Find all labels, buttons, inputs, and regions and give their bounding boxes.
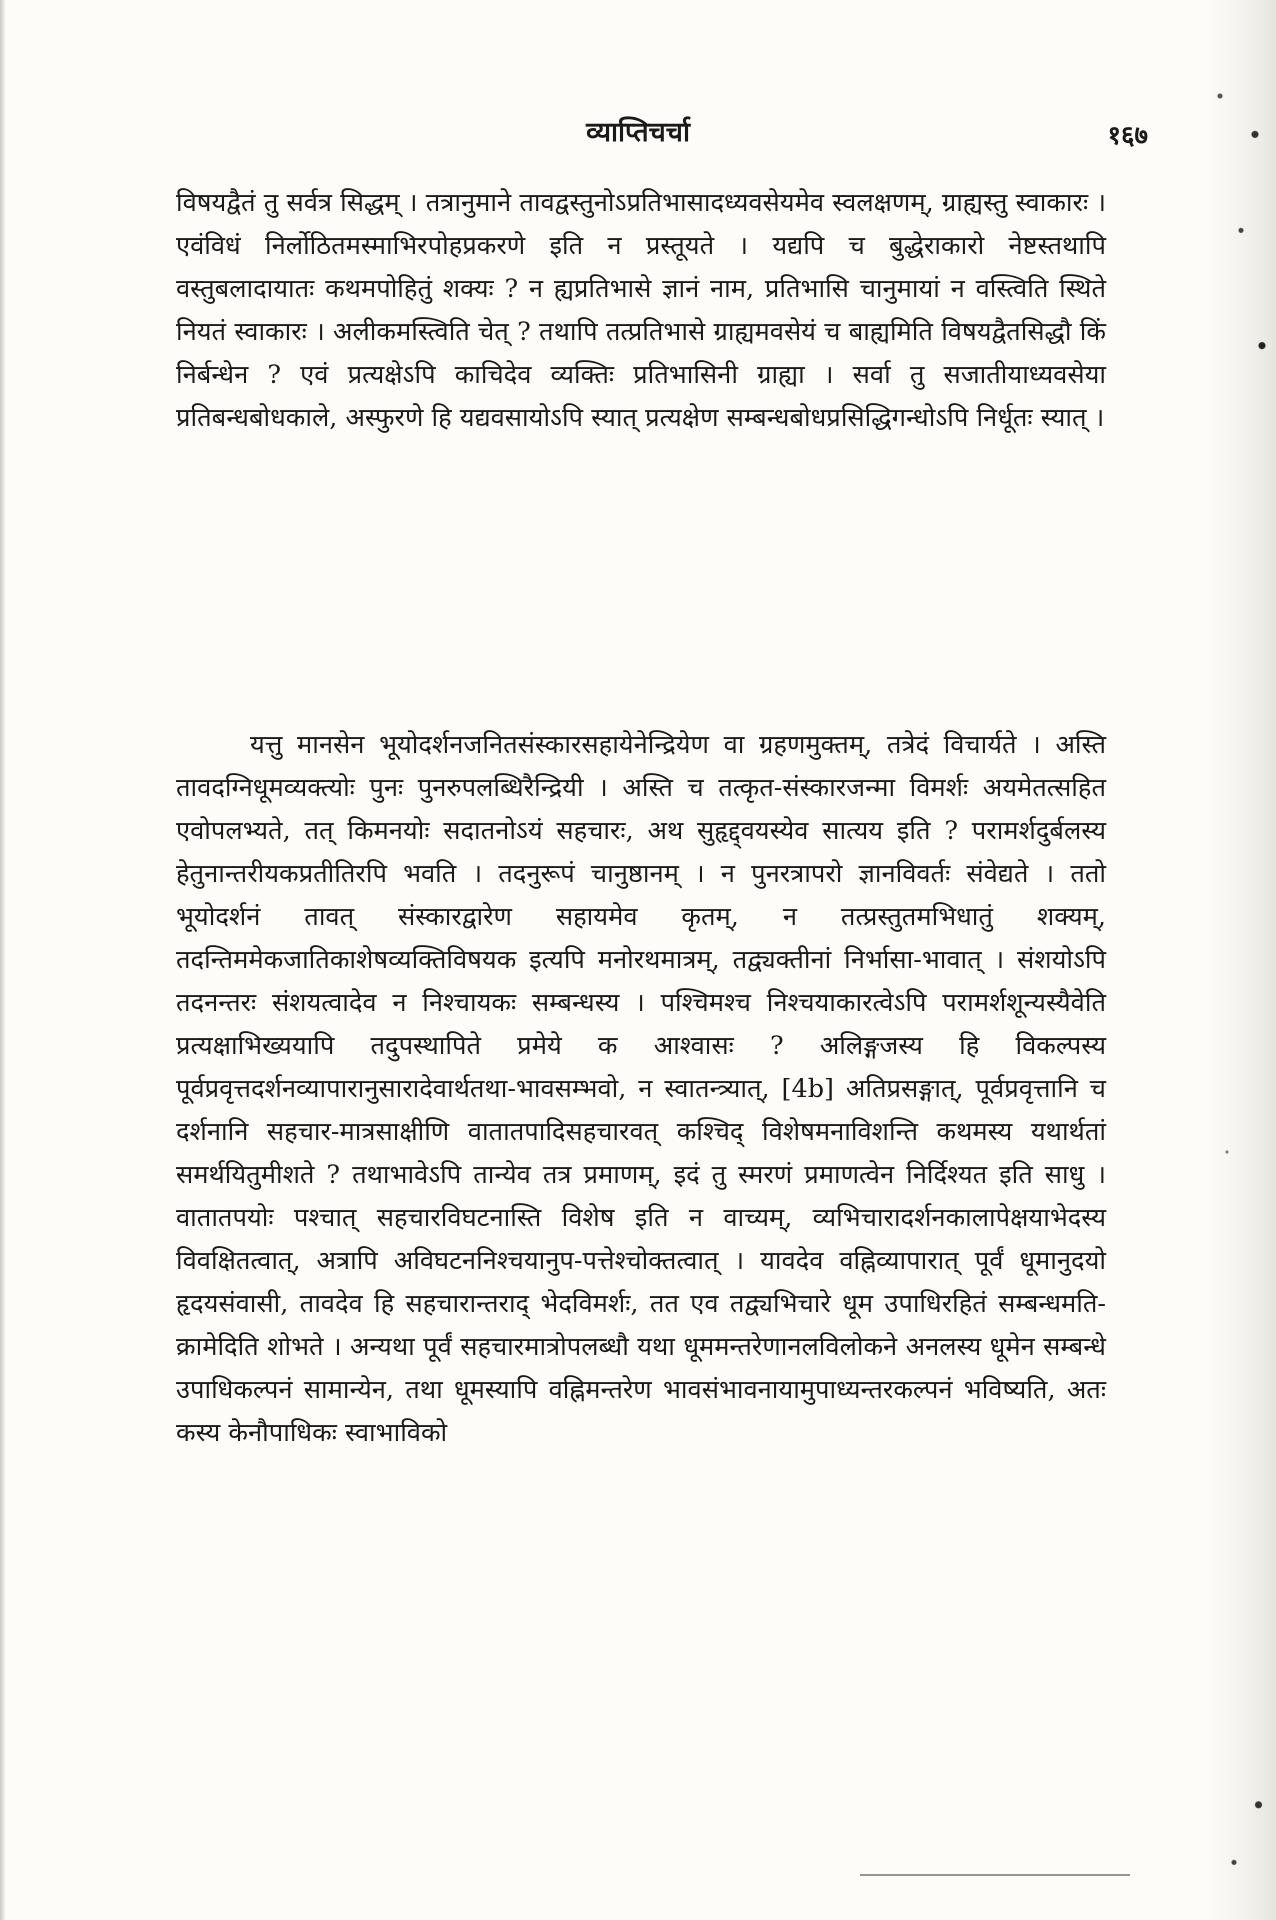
page-number: १६७ (1107, 121, 1148, 151)
running-head: व्याप्तिचर्चा (586, 117, 690, 148)
scan-edge-left (0, 0, 6, 1920)
scan-edge-right (1206, 0, 1276, 1920)
paragraph-1: विषयद्वैतं तु सर्वत्र सिद्धम् । तत्रानुमाने तावद्वस्तुनोऽप्रतिभासादध्यवसेयमेव स्वलक्षणम्, ग्राह्यस्तु स्वाकारः । एवंविधं निर्लोठितमस्माभिरपोहप्रकरणे इति न प्रस्तूयते । यद्यपि च बुद्धेराकारो नेष्टस्तथापि वस्तुबलादायातः कथमपोहितुं शक्यः ? न ह्यप्रतिभासे ज्ञानं नाम, प्रतिभासि चानुमायां न वस्त्विति स्थिते नियतं स्वाकारः । अलीकमस्त्विति चेत् ? तथापि तत्प्रतिभासे ग्राह्यमवसेयं च बाह्यमिति विषयद्वैतसिद्धौ किं निर्बन्धेन ? एवं प्रत्यक्षेऽपि काचिदेव व्यक्तिः प्रतिभासिनी ग्राह्या । सर्वा तु सजातीयाध्यवसेया प्रतिबन्धबोधकाले, अस्फुरणे हि यद्यवसायोऽपि स्यात् प्रत्यक्षेण सम्बन्धबोधप्रसिद्धिगन्धोऽपि निर्धूतः स्यात् । (176, 188, 1106, 433)
page-header (0, 112, 1276, 152)
scan-footer-line (860, 1874, 1130, 1876)
paragraph-2: यत्तु मानसेन भूयोदर्शनजनितसंस्कारसहायेनेन्द्रियेण वा ग्रहणमुक्तम्, तत्रेदं विचार्यते । अस्ति तावदग्निधूमव्यक्त्योः पुनः पुनरुपलब्धिरैन्द्रियी । अस्ति च तत्कृत-संस्कारजन्मा विमर्शः अयमेतत्सहित एवोपलभ्यते, तत् किमनयोः सदातनोऽयं सहचारः, अथ सुहृद्द्वयस्येव सात्यय इति ? परामर्शदुर्बलस्य हेतुनान्तरीयकप्रतीतिरपि भवति । तदनुरूपं चानुष्ठानम् । न पुनरत्रापरो ज्ञानविवर्तः संवेद्यते । ततो भूयोदर्शनं तावत् संस्कारद्वारेण सहायमेव कृतम्, न तत्प्रस्तुतमभिधातुं शक्यम्, तदन्तिममेकजातिकाशेषव्यक्तिविषयक इत्यपि मनोरथमात्रम्, तद्व्यक्तीनां निर्भासा-भावात् । संशयोऽपि तदनन्तरः संशयत्वादेव न निश्चायकः सम्बन्धस्य । पश्चिमश्च निश्चयाकारत्वेऽपि परामर्शशून्यस्यैवेति प्रत्यक्षाभिख्ययापि तदुपस्थापिते प्रमेये क आश्वासः ? अलिङ्गजस्य हि विकल्पस्य पूर्वप्रवृत्तदर्शनव्यापारानुसारादेवार्थतथा-भावसम्भवो, न स्वातन्त्र्यात्, [4b] अतिप्रसङ्गात्, पूर्वप्रवृत्तानि च दर्शनानि सहचार-मात्रसाक्षीणि वातातपादिसहचारवत् कश्चिद् विशेषमनाविशन्ति कथमस्य यथार्थतां समर्थयितुमीशते ? तथाभावेऽपि तान्येव तत्र प्रमाणम्, इदं तु स्मरणं प्रमाणत्वेन निर्दिश्यत इति साधु । वातातपयोः पश्चात् सहचारविघटनास्ति विशेष इति न वाच्यम्, व्यभिचारादर्शनकालापेक्षयाभेदस्य विवक्षितत्वात्, अत्रापि अविघटननिश्चयानुप-पत्तेश्चोक्तत्वात् । यावदेव वह्निव्यापारात् पूर्वं धूमानुदयो हृदयसंवासी, तावदेव हि सहचारान्तराद् भेदविमर्शः, तत एव तद्व्यभिचारे धूम उपाधिरहितं सम्बन्धमति-क्रामेदिति शोभते । अन्यथा पूर्वं सहचारमात्रोपलब्धौ यथा धूममन्तरेणानलविलोकने अनलस्य धूमेन सम्बन्धे उपाधिकल्पनं सामान्येन, तथा धूमस्यापि वह्निमन्तरेण भावसंभावनायामुपाध्यन्तरकल्पनं भविष्यति, अतः कस्य केनौपाधिकः स्वाभाविको (176, 730, 1106, 1448)
